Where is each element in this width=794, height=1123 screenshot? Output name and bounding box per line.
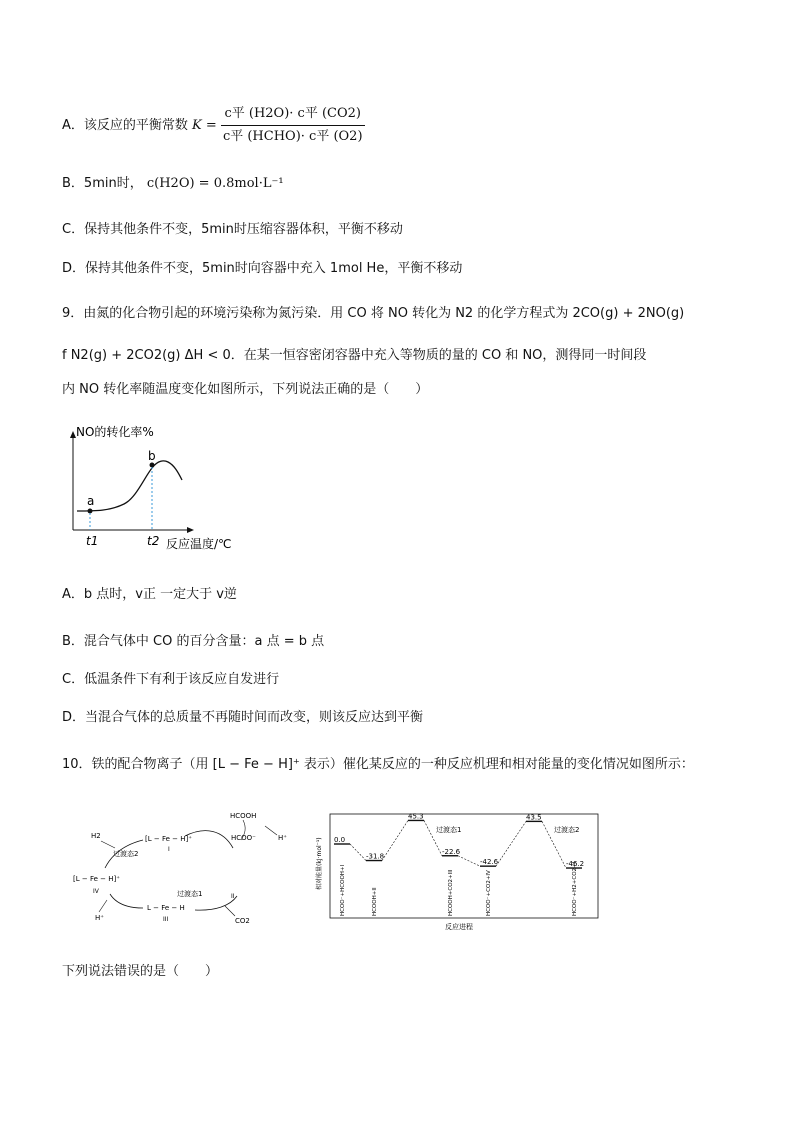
ts1-energy-label: 过渡态1	[436, 826, 462, 834]
h2-label: H2	[91, 832, 101, 840]
energy-value-4: -42.6	[480, 858, 499, 867]
roman-iv-label: IV	[93, 888, 99, 895]
ts1-cycle-label: 过渡态1	[177, 890, 203, 898]
node-iii-label: L − Fe − H	[147, 904, 185, 912]
roman-ii-label: II	[231, 893, 235, 900]
q8-option-c: C．保持其他条件不变，5min时压缩容器体积，平衡不移动	[62, 222, 403, 237]
h-plus-top-label: H⁺	[278, 834, 287, 842]
hcooh-label: HCOOH	[230, 812, 257, 820]
energy-state-label-1: HCOOH+II	[372, 887, 378, 916]
roman-i-label: I	[168, 846, 170, 853]
q9-option-b: B．混合气体中 CO 的百分含量：a 点 = b 点	[62, 634, 325, 649]
h-plus-in-arrow	[99, 900, 107, 912]
q8-option-b-formula: c(H2O) = 0.8mol·L⁻¹	[146, 176, 284, 191]
ts2-energy-label: 过渡态2	[554, 826, 580, 834]
t2-label: t2	[147, 534, 160, 548]
q9-stem-line3: 内 NO 转化率随温度变化如图所示，下列说法正确的是（ ）	[62, 382, 429, 397]
q8-option-a-text: A．该反应的平衡常数	[62, 118, 188, 133]
q9-stem-line1: 9．由氮的化合物引起的环境污染称为氮污染．用 CO 将 NO 转化为 N2 的化学方程式为 2CO(g) + 2NO(g)	[62, 306, 685, 321]
catalytic-cycle-diagram	[65, 808, 310, 928]
energy-value-3: -22.6	[442, 847, 461, 856]
no-conversion-graph	[62, 420, 262, 555]
y-axis-label: NO的转化率%	[76, 425, 154, 439]
h-plus-out-arrow	[265, 826, 277, 835]
energy-connector-1	[382, 820, 408, 860]
cycle-arrow-bottom	[110, 894, 143, 908]
energy-state-label-3: HCOO⁻+CO2+IV	[486, 870, 492, 916]
h-plus-bottom-label: H⁺	[95, 914, 104, 922]
energy-value-6: -46.2	[566, 860, 585, 869]
roman-iii-label: III	[163, 916, 169, 923]
ts2-cycle-label: 过渡态2	[113, 850, 139, 858]
fraction-denominator: c平 (HCHO)· c平 (O2)	[222, 129, 363, 144]
point-b-marker	[150, 463, 155, 468]
energy-state-label-0: HCOO⁻+HCOOH+I	[340, 864, 346, 916]
q8-option-b	[62, 174, 284, 194]
energy-state-label-2: HCOOH+CO2+III	[448, 869, 454, 916]
co2-label: CO2	[235, 917, 250, 925]
t1-label: t1	[86, 534, 99, 548]
hcoo-label: HCOO⁻	[231, 834, 256, 842]
point-a-label: a	[87, 494, 95, 508]
h2-out-arrow	[101, 841, 115, 848]
energy-state-label-4: HCOO⁻+H2+CO2+I	[572, 861, 578, 916]
point-b-label: b	[148, 449, 156, 463]
q10-stem: 10．铁的配合物离子（用 [L − Fe − H]⁺ 表示）催化某反应的一种反应机理和相对能量的变化情况如图所示：	[62, 757, 694, 772]
equilibrium-constant-symbol: K =	[192, 118, 217, 133]
energy-x-axis-label: 反应进程	[445, 923, 473, 931]
q9-option-a: A．b 点时，v正 一定大于 v逆	[62, 587, 237, 602]
energy-y-axis-label: 相对能量(kJ·mol⁻¹)	[316, 837, 323, 890]
energy-value-0: 0.0	[334, 836, 346, 844]
x-axis-label: 反应温度/℃	[166, 537, 232, 551]
q9-option-c: C．低温条件下有利于该反应自发进行	[62, 672, 280, 687]
energy-connector-3	[458, 856, 480, 866]
energy-connector-4	[496, 821, 526, 866]
cycle-arrow-top	[185, 831, 233, 848]
q8-option-d: D．保持其他条件不变，5min时向容器中充入 1mol He，平衡不移动	[62, 261, 463, 276]
q9-stem-line2: f N2(g) + 2CO2(g) ΔH < 0．在某一恒容密闭容器中充入等物质的量的 CO 和 NO，测得同一时间段	[62, 348, 647, 363]
energy-value-5: 43.5	[526, 813, 542, 822]
energy-connector-0	[350, 844, 366, 861]
equilibrium-constant-fraction	[221, 104, 365, 147]
q10-prompt: 下列说法错误的是（ ）	[62, 964, 219, 979]
energy-profile-chart	[312, 812, 602, 932]
point-a-marker	[88, 509, 93, 514]
energy-value-1: -31.8	[366, 852, 385, 861]
node-iv-label: [L − Fe − H]⁺	[73, 875, 120, 883]
energy-value-2: 45.3	[408, 812, 424, 821]
q8-option-a	[62, 104, 365, 147]
x-axis-arrow	[187, 527, 194, 533]
q9-option-d: D．当混合气体的总质量不再随时间而改变，则该反应达到平衡	[62, 710, 424, 725]
co2-out-arrow	[225, 906, 235, 916]
q8-option-b-text: B．5min时，	[62, 176, 143, 191]
fraction-numerator: c平 (H2O)· c平 (CO2)	[221, 104, 365, 126]
node-i-label: [L − Fe − H]⁺	[145, 835, 192, 843]
